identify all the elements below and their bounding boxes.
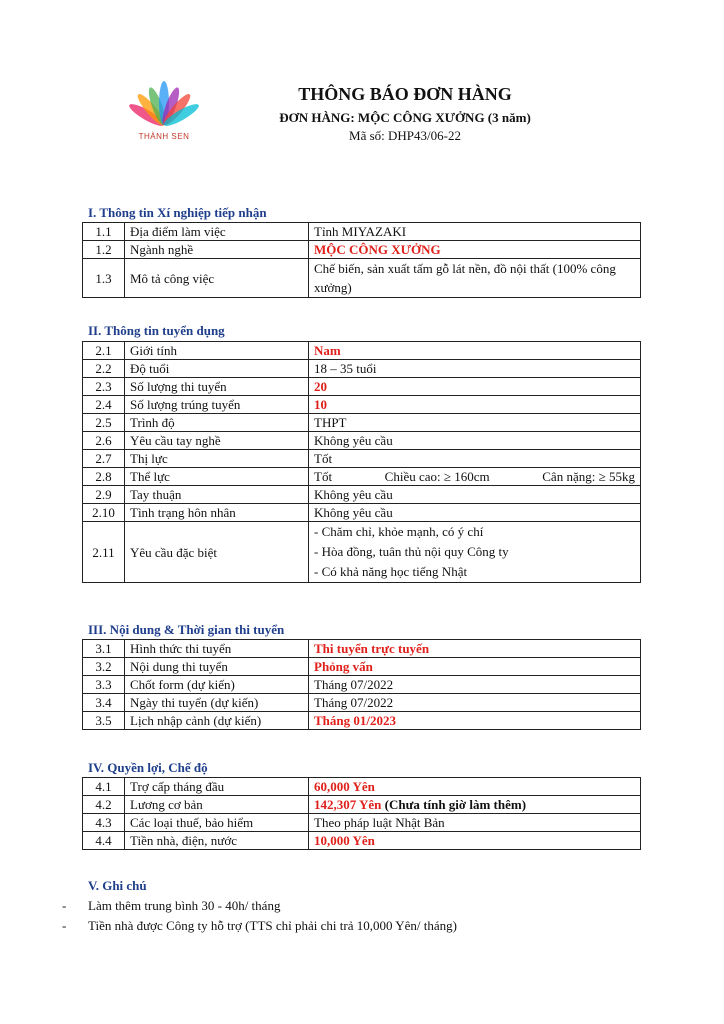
row-number: 3.4 (83, 694, 125, 712)
row-label: Lịch nhập cảnh (dự kiến) (125, 712, 309, 730)
section-3-table (82, 639, 641, 730)
order-code: Mã số: DHP43/06-22 (349, 128, 461, 143)
bullet-dash: - (62, 918, 67, 933)
section-1-table (82, 222, 641, 298)
table-row (83, 814, 641, 832)
row-number: 2.1 (83, 342, 125, 360)
row-value: Thi tuyển trực tuyến (309, 640, 641, 658)
list-item (62, 916, 457, 936)
row-label: Thị lực (125, 450, 309, 468)
row-number: 2.2 (83, 360, 125, 378)
notes-list (62, 896, 457, 936)
row-value: Tốt (309, 450, 641, 468)
table-row (83, 414, 641, 432)
weight-requirement: Cân nặng: ≥ 55kg (542, 469, 635, 484)
row-label: Chốt form (dự kiến) (125, 676, 309, 694)
row-number: 2.5 (83, 414, 125, 432)
row-value: 18 – 35 tuổi (309, 360, 641, 378)
table-row (83, 360, 641, 378)
row-number: 2.3 (83, 378, 125, 396)
row-value: 10 (309, 396, 641, 414)
section-2-table (82, 341, 641, 583)
logo-text: THÀNH SEN (138, 132, 190, 141)
row-value: 10,000 Yên (309, 832, 641, 850)
table-row (83, 432, 641, 450)
row-label: Lương cơ bản (125, 796, 309, 814)
page-title: THÔNG BÁO ĐƠN HÀNG (298, 84, 512, 104)
page-subtitle: ĐƠN HÀNG: MỘC CÔNG XƯỞNG (3 năm) (279, 110, 531, 125)
table-row (83, 378, 641, 396)
row-label: Hình thức thi tuyển (125, 640, 309, 658)
note-text: Làm thêm trung bình 30 - 40h/ tháng (88, 898, 281, 913)
special-requirement: - Chăm chỉ, khỏe mạnh, có ý chí (314, 524, 484, 539)
table-row (83, 396, 641, 414)
row-value: THPT (309, 414, 641, 432)
table-row (83, 694, 641, 712)
table-row (83, 676, 641, 694)
row-number: 2.6 (83, 432, 125, 450)
table-row (83, 778, 641, 796)
salary-value: 142,307 Yên (314, 797, 382, 812)
row-value (309, 468, 641, 486)
row-value: MỘC CÔNG XƯỞNG (309, 241, 641, 259)
table-row (83, 259, 641, 298)
row-label: Các loại thuế, bảo hiểm (125, 814, 309, 832)
table-row (83, 342, 641, 360)
section-1-title: I. Thông tin Xí nghiệp tiếp nhận (88, 205, 267, 220)
row-number: 3.3 (83, 676, 125, 694)
row-number: 2.9 (83, 486, 125, 504)
row-label: Ngành nghề (125, 241, 309, 259)
row-label: Mô tả công việc (125, 259, 309, 298)
section-4-title: IV. Quyền lợi, Chế độ (88, 760, 208, 775)
table-row (83, 658, 641, 676)
special-requirement: - Có khả năng học tiếng Nhật (314, 564, 468, 579)
row-number: 1.1 (83, 223, 125, 241)
table-row (83, 450, 641, 468)
table-row (83, 468, 641, 486)
row-label: Độ tuổi (125, 360, 309, 378)
row-number: 2.8 (83, 468, 125, 486)
table-row (83, 223, 641, 241)
row-value: Phỏng vấn (309, 658, 641, 676)
row-label: Tình trạng hôn nhân (125, 504, 309, 522)
row-number: 4.2 (83, 796, 125, 814)
row-value: Không yêu cầu (309, 486, 641, 504)
row-label: Số lượng thi tuyển (125, 378, 309, 396)
special-requirement: - Hòa đồng, tuân thủ nội quy Công ty (314, 544, 509, 559)
table-row (83, 241, 641, 259)
row-label: Giới tính (125, 342, 309, 360)
height-requirement: Chiều cao: ≥ 160cm (384, 469, 490, 484)
table-row (83, 832, 641, 850)
table-row (83, 504, 641, 522)
note-text: Tiền nhà được Công ty hỗ trợ (TTS chỉ phải chi trả 10,000 Yên/ tháng) (88, 918, 457, 933)
row-label: Số lượng trúng tuyển (125, 396, 309, 414)
salary-note: (Chưa tính giờ làm thêm) (384, 797, 527, 812)
row-label: Địa điểm làm việc (125, 223, 309, 241)
table-row (83, 712, 641, 730)
row-number: 1.2 (83, 241, 125, 259)
section-5-title: V. Ghi chú (88, 878, 147, 893)
row-value: Nam (309, 342, 641, 360)
row-number: 1.3 (83, 259, 125, 298)
row-value: Tháng 07/2022 (309, 676, 641, 694)
table-row (83, 522, 641, 583)
fitness-value: Tốt (314, 469, 333, 484)
row-value: 60,000 Yên (309, 778, 641, 796)
row-number: 4.1 (83, 778, 125, 796)
table-row (83, 796, 641, 814)
row-value: Tháng 07/2022 (309, 694, 641, 712)
row-label: Nội dung thi tuyển (125, 658, 309, 676)
row-label: Tay thuận (125, 486, 309, 504)
table-row (83, 640, 641, 658)
row-value: 20 (309, 378, 641, 396)
row-value: Tỉnh MIYAZAKI (309, 223, 641, 241)
row-label: Trợ cấp tháng đầu (125, 778, 309, 796)
section-2-title: II. Thông tin tuyển dụng (88, 323, 225, 338)
row-label: Ngày thi tuyển (dự kiến) (125, 694, 309, 712)
row-label: Tiền nhà, điện, nước (125, 832, 309, 850)
row-value (309, 796, 641, 814)
row-label: Trình độ (125, 414, 309, 432)
row-number: 2.4 (83, 396, 125, 414)
row-value: Theo pháp luật Nhật Bản (309, 814, 641, 832)
row-number: 3.2 (83, 658, 125, 676)
row-number: 4.4 (83, 832, 125, 850)
row-value: Chế biến, sản xuất tấm gỗ lát nền, đồ nội thất (100% công xưởng) (309, 259, 641, 298)
row-label: Yêu cầu đặc biệt (125, 522, 309, 583)
bullet-dash: - (62, 898, 67, 913)
table-row (83, 486, 641, 504)
row-number: 2.11 (83, 522, 125, 583)
section-4-table (82, 777, 641, 850)
row-value: Tháng 01/2023 (309, 712, 641, 730)
row-number: 2.10 (83, 504, 125, 522)
row-number: 3.1 (83, 640, 125, 658)
row-value: Không yêu cầu (309, 504, 641, 522)
row-value: Không yêu cầu (309, 432, 641, 450)
row-label: Thể lực (125, 468, 309, 486)
section-3-title: III. Nội dung & Thời gian thi tuyển (88, 622, 285, 637)
row-number: 3.5 (83, 712, 125, 730)
row-value (309, 522, 641, 583)
list-item (62, 896, 457, 916)
row-number: 4.3 (83, 814, 125, 832)
row-label: Yêu cầu tay nghề (125, 432, 309, 450)
row-number: 2.7 (83, 450, 125, 468)
